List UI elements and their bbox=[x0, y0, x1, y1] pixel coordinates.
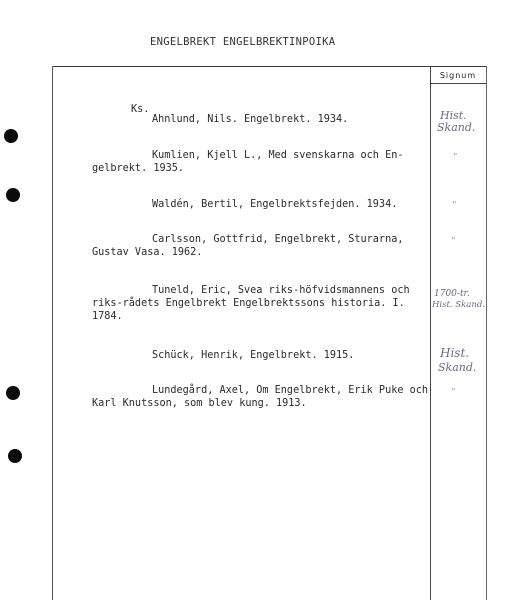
signum-header: Signum bbox=[439, 71, 477, 80]
signum-column-rule bbox=[430, 66, 431, 600]
entry-1-line-1: Ahnlund, Nils. Engelbrekt. 1934. bbox=[152, 114, 349, 125]
entry-1-signum-2: Skand. bbox=[437, 121, 476, 134]
punch-hole-1 bbox=[4, 129, 18, 143]
right-margin-rule bbox=[486, 66, 487, 600]
entry-6-signum-2: Skand. bbox=[438, 361, 477, 374]
top-rule bbox=[52, 66, 486, 67]
entry-6-line-1: Schück, Henrik, Engelbrekt. 1915. bbox=[152, 350, 355, 361]
entry-3-signum-ditto: " bbox=[452, 200, 457, 209]
punch-hole-2 bbox=[6, 188, 20, 202]
entry-5-line-1: Tuneld, Eric, Svea riks-höfvidsmannens och bbox=[152, 285, 410, 296]
entry-7-signum-ditto: " bbox=[451, 387, 456, 396]
entry-1-signum-1: Hist. bbox=[440, 109, 467, 122]
entry-5-signum-2: Hist. Skand. bbox=[432, 300, 485, 310]
entry-4-line-1: Carlsson, Gottfrid, Engelbrekt, Sturarna, bbox=[152, 234, 404, 245]
entry-3-line-1: Waldén, Bertil, Engelbrektsfejden. 1934. bbox=[152, 199, 398, 210]
entry-7-line-2: Karl Knutsson, som blev kung. 1913. bbox=[92, 398, 307, 409]
entry-4-signum-ditto: " bbox=[451, 236, 456, 245]
entry-2-line-2: gelbrekt. 1935. bbox=[92, 163, 185, 174]
signum-header-rule bbox=[430, 83, 486, 84]
entry-4-line-2: Gustav Vasa. 1962. bbox=[92, 247, 203, 258]
entry-2-line-1: Kumlien, Kjell L., Med svenskarna och En- bbox=[152, 150, 404, 161]
entry-2-signum-ditto: " bbox=[453, 152, 458, 161]
entry-5-line-2: riks-rådets Engelbrekt Engelbrektssons historia. I. bbox=[92, 298, 405, 309]
entry-6-signum-1: Hist. bbox=[440, 346, 470, 360]
entry-5-signum-1: 1700-tr. bbox=[434, 289, 470, 299]
punch-hole-3 bbox=[6, 386, 20, 400]
punch-hole-4 bbox=[8, 449, 22, 463]
entry-5-line-3: 1784. bbox=[92, 311, 123, 322]
left-margin-rule bbox=[52, 66, 53, 600]
card-title: ENGELBREKT ENGELBREKTINPOIKA bbox=[150, 36, 336, 48]
entry-7-line-1: Lundegård, Axel, Om Engelbrekt, Erik Puke och bbox=[152, 385, 429, 396]
entry-1-prefix: Ks. bbox=[131, 104, 150, 115]
